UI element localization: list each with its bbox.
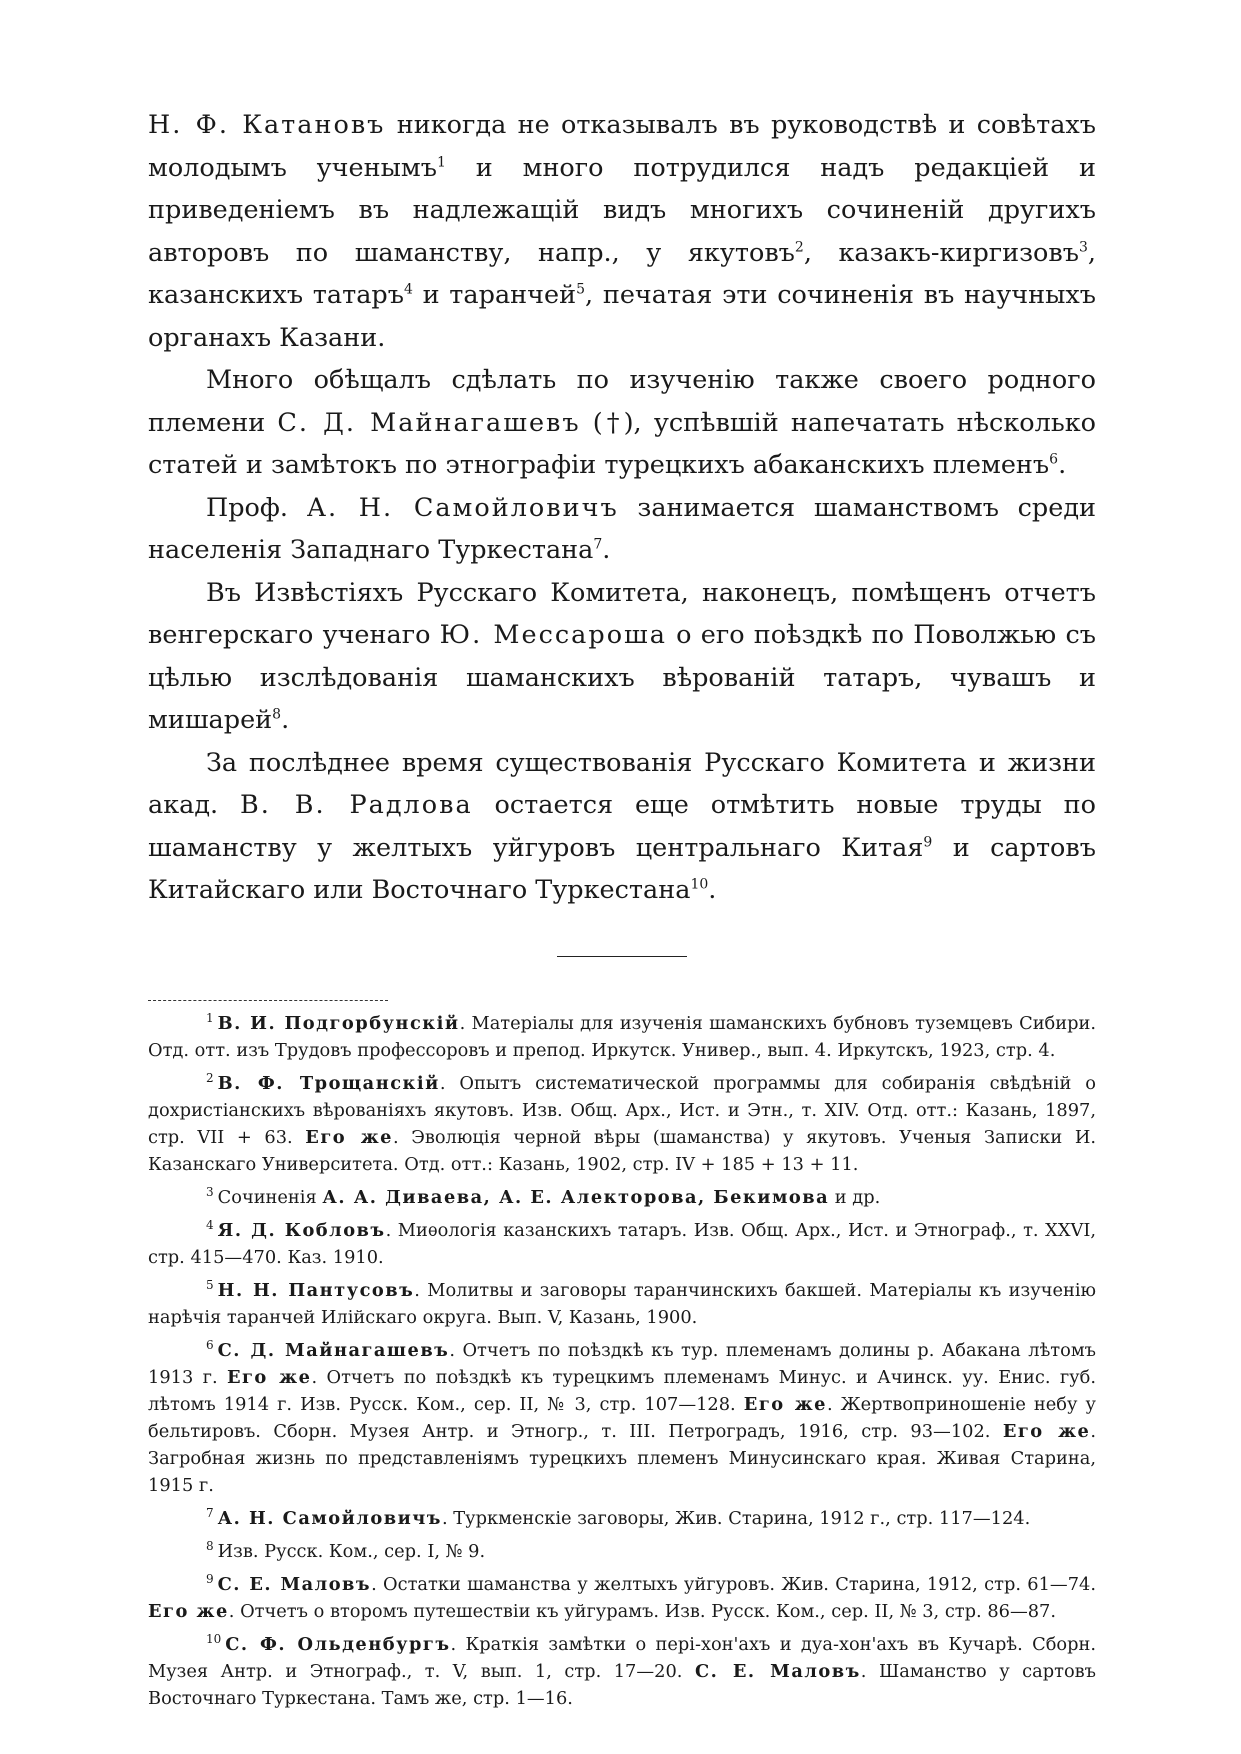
footnote-ref: 4 bbox=[403, 281, 413, 298]
footnote-number: 6 bbox=[206, 1338, 214, 1353]
text-run: и сартовъ Китайскаго или Восточнаго Туркестана bbox=[148, 832, 1096, 905]
text-run: , казакъ-киргизовъ bbox=[803, 237, 1079, 268]
text-run: . Миѳологія казанскихъ татаръ. Изв. Общ. Арх., Ист. и Этнограф., т. XXVI, стр. 415—470. Каз. 1910. bbox=[148, 1220, 1096, 1268]
footnote-number: 5 bbox=[206, 1278, 214, 1293]
text-run: . bbox=[708, 875, 717, 905]
text-run: . Краткія замѣтки о пері-хон'ахъ и дуа-хон'ахъ въ Кучарѣ. Сборн. Музея Антр. и Этнограф., т. V, вып. 1, стр. 17—20. bbox=[148, 1634, 1096, 1682]
text-run: Много обѣщалъ сдѣлать по изученію также своего родного племени bbox=[148, 365, 1096, 438]
text-run: . Отчетъ о второмъ путешествіи къ уйгурамъ. Изв. Русск. Ком., сер. II, № 3, стр. 86—87. bbox=[228, 1601, 1057, 1622]
footnote-ref: 7 bbox=[593, 536, 603, 553]
footnote-ref: 2 bbox=[794, 239, 804, 255]
main-text bbox=[148, 104, 1096, 912]
author-name: Его же bbox=[743, 1394, 827, 1415]
text-run: . bbox=[281, 705, 290, 735]
text-run: Въ Извѣстіяхъ Русскаго Комитета, наконецъ, помѣщенъ отчетъ венгерскаго ученаго bbox=[148, 577, 1096, 650]
person-name: В. В. Радлова bbox=[240, 790, 473, 820]
author-name: Н. Н. Пантусовъ bbox=[217, 1280, 415, 1301]
author-name: С. Ф. Ольденбургъ bbox=[225, 1634, 451, 1655]
footnote bbox=[148, 1070, 1096, 1178]
author-name: В. И. Подгорбунскій bbox=[217, 1013, 460, 1034]
footnote bbox=[148, 1217, 1096, 1271]
footnote bbox=[148, 1184, 1096, 1211]
text-run: занимается шаманствомъ среди населенія Западнаго Туркестана bbox=[148, 492, 1097, 565]
footnote-number: 8 bbox=[206, 1539, 214, 1554]
footnote-number: 9 bbox=[206, 1572, 214, 1587]
footnote bbox=[148, 1337, 1096, 1499]
text-run: . Остатки шаманства у желтыхъ уйгуровъ. Жив. Старина, 1912, стр. 61—74. bbox=[371, 1574, 1096, 1595]
text-run: . Загробная жизнь по представленіямъ турецкихъ племенъ Минусинскаго края. Живая Старина, 1915 г. bbox=[148, 1421, 1096, 1496]
footnote-ref: 6 bbox=[1049, 451, 1059, 468]
footnote bbox=[148, 1571, 1096, 1625]
footnote bbox=[148, 1631, 1096, 1712]
author-name: Я. Д. Кобловъ bbox=[217, 1220, 386, 1241]
footnote-ref: 8 bbox=[272, 706, 282, 723]
author-name: Его же bbox=[148, 1601, 229, 1622]
text-run: . Отчетъ по поѣздкѣ къ турецкимъ племенамъ Минус. и Ачинск. уу. Енис. губ. лѣтомъ 1914 г. Изв. Русск. Ком., сер. II, № 3, стр. 107—128. bbox=[148, 1367, 1097, 1415]
footnote bbox=[148, 1505, 1096, 1532]
text-run: и таранчей bbox=[412, 280, 577, 310]
author-name: А. Н. Самойловичъ bbox=[217, 1508, 442, 1529]
author-name: В. Ф. Трощанскій bbox=[217, 1073, 440, 1094]
author-name: С. Е. Маловъ bbox=[694, 1661, 861, 1682]
footnote-number: 2 bbox=[206, 1071, 214, 1086]
text-run: . Жертвоприношеніе небу у бельтировъ. Сборн. Музея Антр. и Этногр., т. III. Петроградъ, 1916, стр. 93—102. bbox=[148, 1394, 1096, 1442]
footnote-number: 3 bbox=[206, 1185, 214, 1200]
text-run: и др. bbox=[829, 1187, 881, 1208]
text-run: Сочиненія bbox=[217, 1187, 323, 1208]
author-name: А. А. Диваева, А. Е. Алекторова, Бекимова bbox=[322, 1187, 830, 1208]
paragraph bbox=[148, 359, 1096, 487]
text-run: остается еще отмѣтить новые труды по шаманству у желтыхъ уйгуровъ центральнаго Китая bbox=[148, 790, 1096, 863]
text-run: . Туркменскіе заговоры, Жив. Старина, 1912 г., стр. 117—124. bbox=[441, 1508, 1031, 1529]
text-run: Изв. Русск. Ком., сер. I, № 9. bbox=[217, 1541, 486, 1562]
text-run: (†), успѣвшій напечатать нѣсколько статей и замѣтокъ по этнографіи турецкихъ абаканскихъ племенъ bbox=[148, 407, 1097, 480]
footnotes bbox=[148, 1010, 1096, 1718]
footnote-ref: 5 bbox=[576, 281, 586, 298]
footnote bbox=[148, 1277, 1096, 1331]
person-name: А. Н. Самойловичъ bbox=[306, 492, 619, 523]
footnote-ref: 3 bbox=[1078, 239, 1088, 255]
footnote-separator bbox=[148, 1000, 388, 1001]
paragraph bbox=[148, 742, 1096, 912]
footnote-ref: 10 bbox=[690, 876, 709, 893]
author-name: С. Д. Майнагашевъ bbox=[217, 1340, 450, 1361]
footnote-ref: 9 bbox=[923, 834, 933, 850]
footnote-number: 10 bbox=[206, 1632, 222, 1647]
text-run: никогда не отказывалъ въ руководствѣ и совѣтахъ молодымъ ученымъ bbox=[148, 110, 1096, 183]
text-run: , печатая эти сочиненія въ научныхъ органахъ Казани. bbox=[148, 280, 1096, 353]
person-name: Ю. Мессароша bbox=[439, 620, 667, 650]
paragraph bbox=[148, 487, 1096, 572]
footnote-number: 4 bbox=[206, 1218, 214, 1233]
author-name: С. Е. Маловъ bbox=[217, 1574, 372, 1595]
text-run: и много потрудился надъ редакціей и приведеніемъ въ надлежащій видъ многихъ сочиненій другихъ авторовъ по шаманству, напр., у якутовъ bbox=[148, 152, 1097, 268]
text-run: . Матеріалы для изученія шаманскихъ бубновъ туземцевъ Сибири. Отд. отт. изъ Трудовъ профессоровъ и препод. Иркутск. Универ., вып. 4. Иркутскъ, 1923, стр. 4. bbox=[148, 1013, 1096, 1061]
author-name: Его же bbox=[1002, 1421, 1091, 1442]
text-run: , казанскихъ татаръ bbox=[148, 237, 1097, 310]
text-run: . Молитвы и заговоры таранчинскихъ бакшей. Матеріалы къ изученію нарѣчія таранчей Илійскаго округа. Вып. V, Казань, 1900. bbox=[148, 1280, 1096, 1328]
author-name: Его же bbox=[226, 1367, 312, 1388]
footnote bbox=[148, 1010, 1096, 1064]
footnote-number: 7 bbox=[206, 1506, 214, 1521]
person-name: Н. Ф. Катановъ bbox=[148, 110, 386, 140]
text-run: . bbox=[602, 535, 611, 565]
text-run: . bbox=[1058, 450, 1067, 480]
person-name: С. Д. Майнагашевъ bbox=[277, 407, 581, 438]
page-body bbox=[148, 104, 1096, 957]
paragraph bbox=[148, 104, 1096, 359]
text-run: . Шаманство у сартовъ Восточнаго Туркестана. Тамъ же, стр. 1—16. bbox=[148, 1661, 1096, 1709]
footnote-ref: 1 bbox=[436, 154, 446, 170]
text-run: о его поѣздкѣ по Поволжью съ цѣлью изслѣдованія шаманскихъ вѣрованій татаръ, чувашъ и мишарей bbox=[148, 620, 1096, 735]
text-run: За послѣднее время существованія Русскаго Комитета и жизни акад. bbox=[148, 747, 1096, 820]
author-name: Его же bbox=[305, 1127, 393, 1148]
paragraph bbox=[148, 572, 1096, 742]
text-run: . Опытъ систематической программы для собиранія свѣдѣній о дохристіанскихъ вѣрованіяхъ якутовъ. Изв. Общ. Арх., Ист. и Этн., т. XIV. Отд. отт.: Казань, 1897, стр. VII + 63. bbox=[148, 1073, 1096, 1148]
footnote-number: 1 bbox=[206, 1011, 214, 1026]
section-divider bbox=[557, 956, 687, 957]
text-run: . Эволюція черной вѣры (шаманства) у якутовъ. Ученыя Записки И. Казанскаго Университета. Отд. отт.: Казань, 1902, стр. IV + 185 + 13 + 11. bbox=[148, 1127, 1096, 1175]
footnote bbox=[148, 1538, 1096, 1565]
text-run: . Отчетъ по поѣздкѣ къ тур. племенамъ долины р. Абакана лѣтомъ 1913 г. bbox=[148, 1340, 1096, 1388]
text-run: Проф. bbox=[206, 492, 307, 523]
